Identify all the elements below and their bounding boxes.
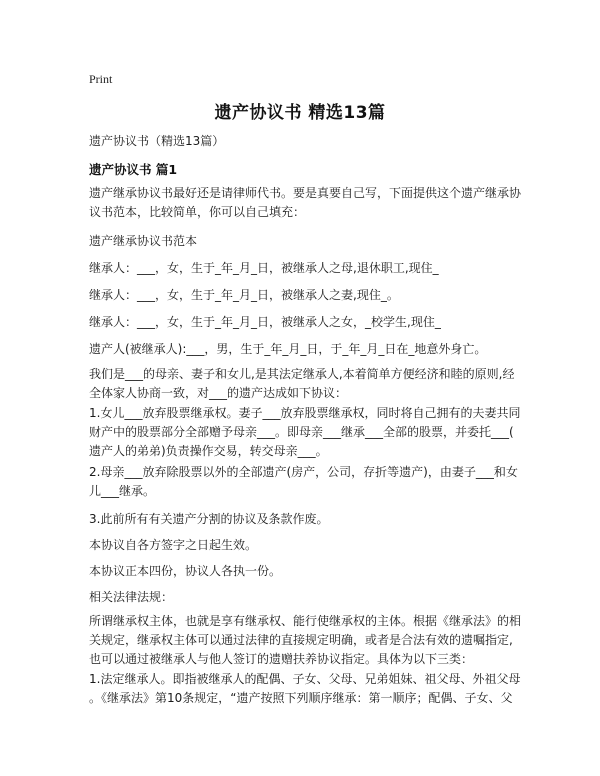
text-line: 2.母亲___放弃除股票以外的全部遗产(房产，公司，存折等遗产)，由妻子___和女 [89,465,518,479]
paragraph-inheritance-subject [89,612,522,669]
paragraph-template-title [89,232,519,251]
text-line: 继承人：___，女，生于_年_月_日，被继承人之母,退休职工,现住_ [89,261,439,275]
paragraph-agreement-preamble [89,365,519,403]
text-line: 遗产继承协议书最好还是请律师代书。要是真要自己写，下面提供这个遗产继承协 [89,186,522,200]
text-line: 财产中的股票部分全部赠予母亲___。即母亲___继承___全部的股票，并委托___( [89,425,514,439]
text-line: 全体家人协商一致，对___的遗产达成如下协议： [89,386,348,400]
text-line: 1.法定继承人。即指被继承人的配偶、子女、父母、兄弟姐妹、祖父母、外祖父母 [89,672,521,686]
paragraph-legal-heirs [89,670,519,708]
paragraph-effective [89,536,519,555]
text-line: 本协议正本四份，协议人各执一份。 [89,564,282,578]
paragraph-clause-1 [89,404,519,461]
text-line: 相关法律法规： [89,590,174,604]
text-line: 3.此前所有有关遗产分割的协议及条款作废。 [89,512,329,526]
section-heading: 遗产协议书 篇1 [89,162,178,177]
text-line: 儿___继承。 [89,484,156,498]
text-line: 继承人：___，女，生于_年_月_日，被继承人之妻,现住_。 [89,288,399,302]
paragraph-copies [89,562,519,581]
text-line: 继承人：___，女，生于_年_月_日，被继承人之女，_校学生,现住_ [89,315,441,329]
text-line: 。《继承法》第10条规定，“遗产按照下列顺序继承：第一顺序；配偶、子女、父 [89,691,513,705]
paragraph-laws-heading [89,588,519,607]
text-line: 我们是___的母亲、妻子和女儿,是其法定继承人,本着简单方便经济和睦的原则,经 [89,367,515,381]
paragraph-heir-1 [89,259,519,278]
page-title: 遗产协议书 精选13篇 [214,103,386,123]
text-line: 遗产人的弟弟)负责操作交易，转交母亲___。 [89,444,328,458]
paragraph-intro [89,184,522,222]
text-line: 遗产继承协议书范本 [89,234,198,248]
text-line: 所谓继承权主体，也就是享有继承权、能行使继承权的主体。根据《继承法》的相 [89,614,522,628]
paragraph-clause-2 [89,463,519,501]
text-line: 也可以通过被继承人与他人签订的遗赠扶养协议指定。具体为以下三类： [89,652,474,666]
paragraph-heir-3 [89,313,519,332]
text-line: 议书范本，比较简单，你可以自己填充： [89,205,306,219]
paragraph-heir-2 [89,286,519,305]
text-line: 1.女儿___放弃股票继承权。妻子___放弃股票继承权，同时将自己拥有的夫妻共同 [89,406,521,420]
subtitle: 遗产协议书（精选13篇） [89,134,225,148]
paragraph-clause-3 [89,510,519,529]
text-line: 遗产人(被继承人):___，男，生于_年_月_日，于_年_月_日在_地意外身亡。 [89,342,487,356]
text-line: 关规定，继承权主体可以通过法律的直接规定明确，或者是合法有效的遗嘱指定, [89,633,513,647]
text-line: 本协议自各方签字之日起生效。 [89,538,258,552]
paragraph-deceased [89,340,519,359]
print-label: Print [89,72,113,86]
